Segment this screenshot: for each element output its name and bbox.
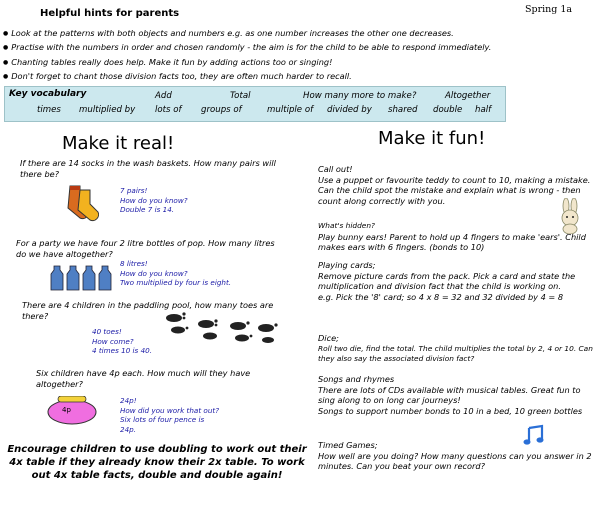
answer-line: 40 toes! bbox=[92, 327, 122, 336]
term-label: Spring 1a bbox=[525, 4, 573, 15]
cards-example: e.g. Pick the '8' card; so 4 x 8 = 32 and 32 divided by 4 = 8 bbox=[318, 291, 564, 302]
answer-line: Six lots of four pence is bbox=[120, 415, 205, 425]
dice-text: Roll two die, find the total. The child multiplies the total by 2, 4 or 10. Can they also say the associated division fact? bbox=[318, 343, 593, 363]
callout-text: Use a puppet or favourite teddy to count to 10, making a mistake. Can the child spot the mistake and explain what is wrong - then count along correctly with you. bbox=[318, 174, 591, 206]
footprints-icon bbox=[160, 306, 280, 346]
question-bottles: For a party we have four 2 litre bottles of pop. How many litres do we have altogether? bbox=[16, 238, 275, 259]
answer-line: 24p. bbox=[120, 424, 136, 434]
answer-line: Double 7 is 14. bbox=[120, 205, 175, 215]
answer-bottles bbox=[120, 259, 231, 288]
answer-toes bbox=[92, 327, 152, 356]
playing-cards-section bbox=[318, 260, 594, 302]
answer-socks bbox=[120, 186, 188, 215]
hidden-section bbox=[318, 221, 594, 253]
answer-line: 4 times 10 is 40. bbox=[92, 346, 153, 356]
question-toes: There are 4 children in the paddling pool, how many toes are there? bbox=[22, 300, 274, 321]
page-title: Helpful hints for parents bbox=[40, 8, 180, 19]
question-socks: If there are 14 socks in the wash baskets. How many pairs will there be? bbox=[20, 158, 276, 179]
hints-list bbox=[0, 27, 600, 85]
songs-text: There are lots of CDs available with musical tables. Great fun to sing along to on long car journeys! bbox=[318, 384, 581, 405]
dice-section bbox=[318, 333, 594, 364]
bottles-icon bbox=[48, 256, 116, 292]
vocab-title: Key vocabulary bbox=[9, 89, 87, 99]
callout-title: Call out! bbox=[318, 164, 353, 174]
cards-text: Remove picture cards from the pack. Pick a card and state the multiplication and division fact that the child is working on. bbox=[318, 270, 576, 291]
vocab-word: How many more to make? bbox=[303, 91, 417, 101]
vocab-word: shared bbox=[388, 105, 418, 115]
hint-item: ● Look at the patterns with both objects and numbers e.g. as one number increases the other one decreases. bbox=[0, 27, 600, 41]
cards-title: Playing cards; bbox=[318, 260, 376, 270]
timed-games-section bbox=[318, 440, 594, 472]
vocab-word: groups of bbox=[201, 105, 242, 115]
vocab-word: multiplied by bbox=[79, 105, 136, 115]
vocab-word: Add bbox=[155, 91, 172, 101]
purse-icon bbox=[44, 396, 100, 430]
vocab-word: half bbox=[475, 105, 492, 115]
vocab-word: Total bbox=[230, 91, 251, 101]
vocab-word: lots of bbox=[155, 105, 182, 115]
hint-item: ● Chanting tables really does help. Make it fun by adding actions too or singing! bbox=[0, 56, 600, 70]
vocab-word: times bbox=[37, 105, 61, 115]
purse-label: 4p bbox=[62, 406, 71, 414]
timed-title: Timed Games; bbox=[318, 440, 378, 450]
vocab-word: Altogether bbox=[445, 91, 491, 101]
doubling-tip: Encourage children to use doubling to work out their 4x table if they already know their 2x table. To work out 4x table facts, double and double again! bbox=[7, 444, 307, 481]
answer-line: How do you know? bbox=[120, 195, 188, 205]
answer-line: How come? bbox=[92, 336, 134, 346]
vocabulary-box bbox=[4, 86, 506, 122]
songs-text-2: Songs to support number bonds to 10 in a bed, 10 green bottles bbox=[318, 405, 583, 416]
question-pennies: Six children have 4p each. How much will they have altogether? bbox=[36, 368, 251, 389]
answer-line: 24p! bbox=[120, 396, 137, 405]
songs-section bbox=[318, 374, 594, 416]
socks-icon bbox=[56, 182, 104, 226]
hidden-title: What's hidden? bbox=[318, 221, 375, 230]
songs-title: Songs and rhymes bbox=[318, 374, 395, 384]
make-it-fun-heading: Make it fun! bbox=[378, 128, 486, 149]
hint-item: ● Practise with the numbers in order and chosen randomly - the aim is for the child to be able to respond immediately. bbox=[0, 41, 600, 55]
vocab-word: multiple of bbox=[267, 105, 314, 115]
vocab-word: divided by bbox=[327, 105, 372, 115]
dice-title: Dice; bbox=[318, 333, 339, 343]
answer-line: 8 litres! bbox=[120, 259, 148, 268]
answer-pennies bbox=[120, 396, 219, 434]
timed-text: How well are you doing? How many questions can you answer in 2 minutes. Can you beat your own record? bbox=[318, 450, 592, 471]
answer-line: How do you know? bbox=[120, 268, 188, 278]
hint-item: ● Don't forget to chant those division facts too, they are often much harder to recall. bbox=[0, 70, 600, 84]
callout-section bbox=[318, 164, 594, 206]
answer-line: Two multiplied by four is eight. bbox=[120, 278, 232, 288]
answer-line: How did you work that out? bbox=[120, 405, 220, 415]
vocab-word: double bbox=[433, 105, 463, 115]
make-it-real-heading: Make it real! bbox=[62, 133, 175, 154]
hidden-text: Play bunny ears! Parent to hold up 4 fingers to make 'ears'. Child makes ears with 6 fingers. (bonds to 10) bbox=[318, 231, 586, 252]
answer-line: 7 pairs! bbox=[120, 186, 148, 195]
